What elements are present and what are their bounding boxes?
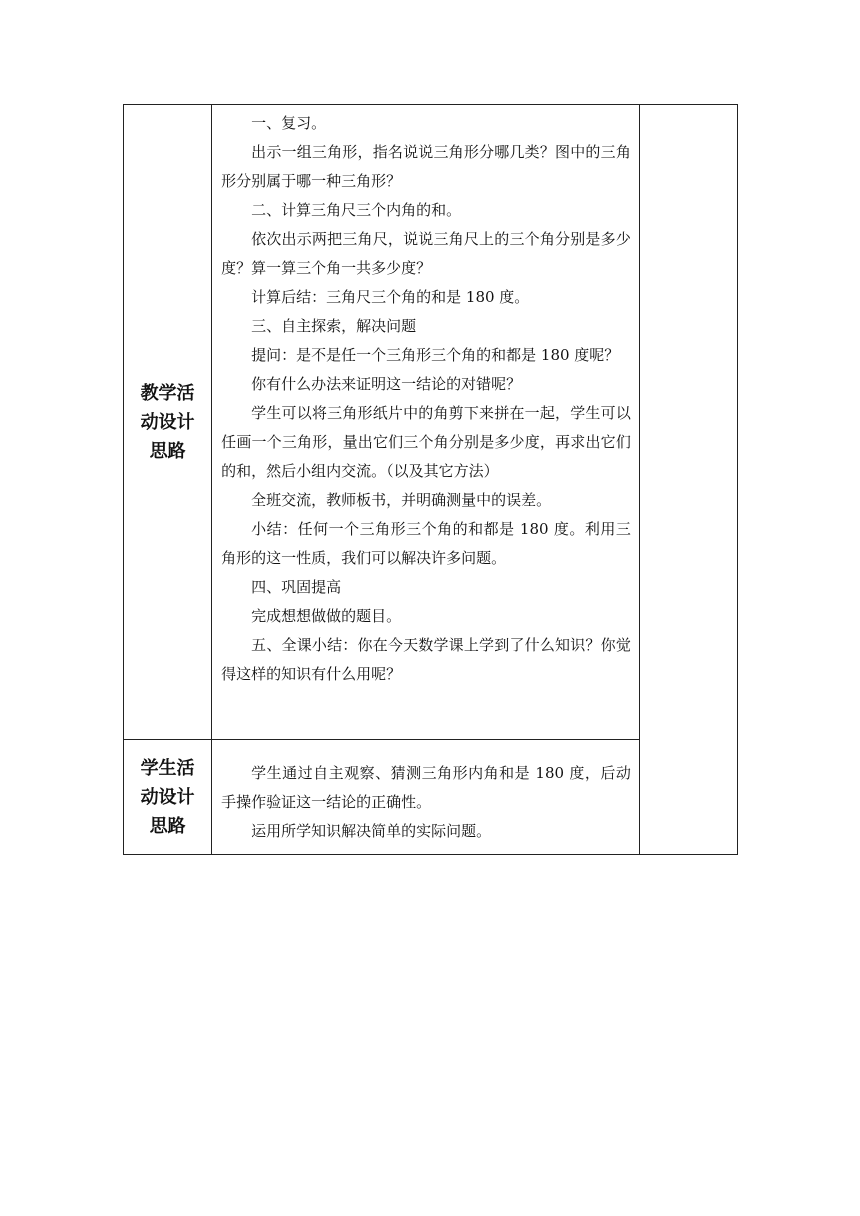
- student-paragraph: 学生通过自主观察、猜测三角形内角和是 180 度，后动手操作验证这一结论的正确性。: [221, 764, 631, 811]
- lesson-plan-table: [123, 104, 738, 855]
- teaching-paragraph: 全班交流，教师板书，并明确测量中的误差。: [251, 491, 552, 509]
- teaching-paragraph: 四、巩固提高: [251, 578, 342, 596]
- teaching-label: 教学活动设计思路: [140, 382, 195, 462]
- teaching-paragraph: 二、计算三角尺三个内角的和。: [251, 201, 462, 219]
- teaching-paragraph: 小结：任何一个三角形三个角的和都是 180 度。利用三角形的这一性质，我们可以解决许多问题。: [221, 520, 631, 567]
- teaching-label-cell: [124, 105, 212, 740]
- teaching-paragraph: 五、全课小结：你在今天数学课上学到了什么知识？你觉得这样的知识有什么用呢？: [221, 636, 631, 683]
- student-paragraph: 运用所学知识解决简单的实际问题。: [251, 822, 492, 840]
- teaching-paragraph: 一、复习。: [251, 114, 327, 132]
- teaching-paragraph: 你有什么办法来证明这一结论的对错呢？: [251, 375, 522, 393]
- teaching-content-cell: [212, 105, 640, 740]
- teaching-paragraph: 完成想想做做的题目。: [251, 607, 402, 625]
- teaching-paragraph: 出示一组三角形，指名说说三角形分哪几类？图中的三角形分别属于哪一种三角形？: [221, 143, 631, 190]
- student-label-cell: [124, 740, 212, 855]
- remarks-cell: [639, 105, 737, 855]
- teaching-paragraph: 三、自主探索，解决问题: [251, 317, 417, 335]
- teaching-paragraph: 学生可以将三角形纸片中的角剪下来拼在一起，学生可以任画一个三角形，量出它们三个角分别是多少度，再求出它们的和，然后小组内交流。（以及其它方法）: [221, 404, 631, 480]
- teaching-paragraph: 计算后结：三角尺三个角的和是 180 度。: [251, 288, 530, 306]
- teaching-row: [124, 105, 738, 740]
- teaching-paragraph: 提问：是不是任一个三角形三个角的和都是 180 度呢？: [251, 346, 620, 364]
- student-content-cell: [212, 740, 640, 855]
- teaching-paragraph: 依次出示两把三角尺，说说三角尺上的三个角分别是多少度？算一算三个角一共多少度？: [221, 230, 631, 277]
- student-label: 学生活动设计思路: [140, 757, 195, 837]
